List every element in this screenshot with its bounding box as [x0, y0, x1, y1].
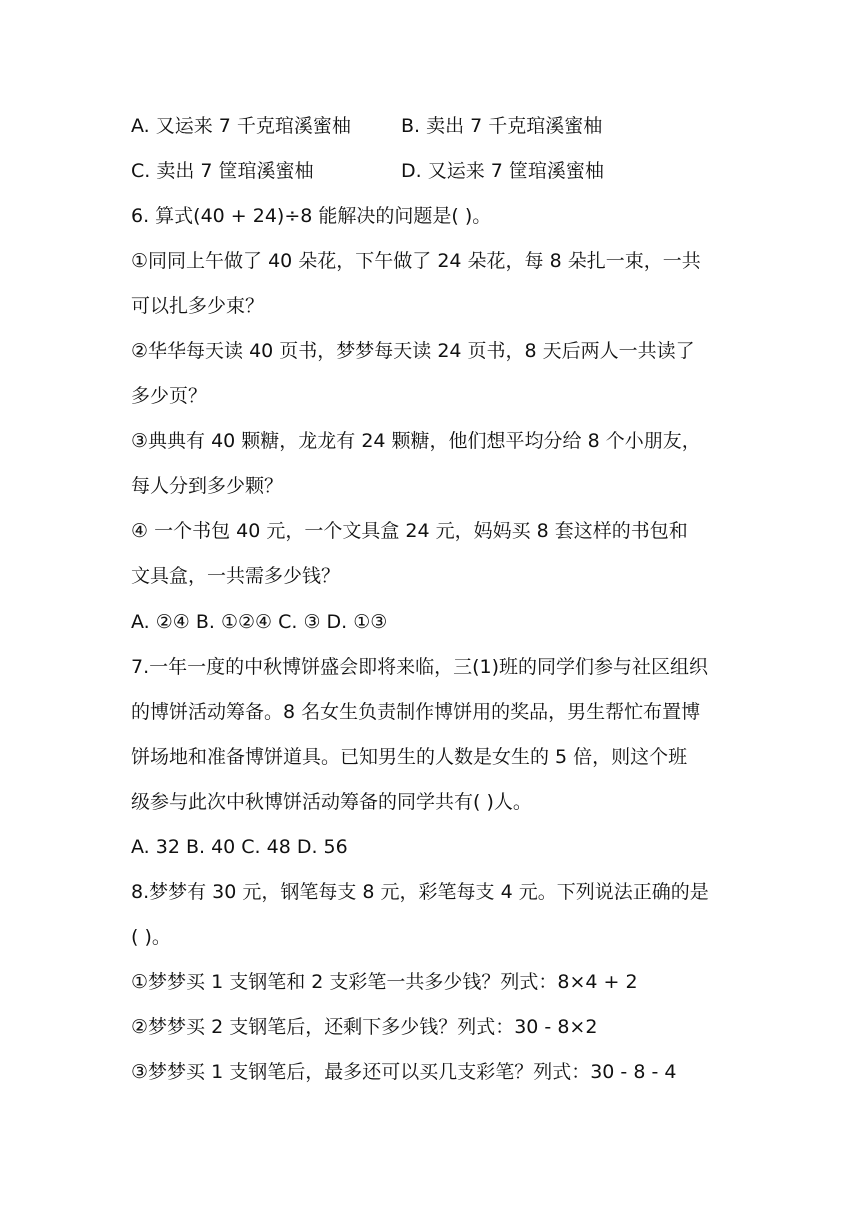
q8-statement-3: ③梦梦买 1 支钢笔后，最多还可以买几支彩笔？列式：30 - 8 - 4 [131, 1061, 677, 1083]
q7-options: A. 32 B. 40 C. 48 D. 56 [131, 836, 348, 858]
q6-statement-2: ②华华每天读 40 页书，梦梦每天读 24 页书，8 天后两人一共读了 [131, 340, 695, 362]
q8-stem-2: ( )。 [131, 926, 171, 948]
q7-stem-4: 级参与此次中秋博饼活动筹备的同学共有( )人。 [131, 791, 532, 813]
q6-statement-2-cont: 多少页？ [131, 385, 208, 407]
q5-option-a: A. 又运来 7 千克琯溪蜜柚 [131, 115, 351, 137]
q6-options: A. ②④ B. ①②④ C. ③ D. ①③ [131, 611, 388, 633]
q5-option-d: D. 又运来 7 筐琯溪蜜柚 [401, 160, 604, 182]
q6-statement-4: ④ 一个书包 40 元，一个文具盒 24 元，妈妈买 8 套这样的书包和 [131, 520, 688, 542]
q7-stem-3: 饼场地和准备博饼道具。已知男生的人数是女生的 5 倍，则这个班 [131, 746, 688, 768]
q7-stem-2: 的博饼活动筹备。8 名女生负责制作博饼用的奖品，男生帮忙布置博 [131, 701, 701, 723]
q5-option-c: C. 卖出 7 筐琯溪蜜柚 [131, 160, 314, 182]
q7-stem-1: 7.一年一度的中秋博饼盛会即将来临，三(1)班的同学们参与社区组织 [131, 656, 709, 678]
q6-statement-3-cont: 每人分到多少颗？ [131, 475, 284, 497]
q6-statement-3: ③典典有 40 颗糖，龙龙有 24 颗糖，他们想平均分给 8 个小朋友， [131, 430, 701, 452]
q6-statement-4-cont: 文具盒，一共需多少钱？ [131, 565, 341, 587]
q5-option-b: B. 卖出 7 千克琯溪蜜柚 [401, 115, 603, 137]
q6-statement-1-cont: 可以扎多少束？ [131, 295, 265, 317]
q8-stem-1: 8.梦梦有 30 元，钢笔每支 8 元，彩笔每支 4 元。下列说法正确的是 [131, 881, 709, 903]
q8-statement-1: ①梦梦买 1 支钢笔和 2 支彩笔一共多少钱？列式：8×4 + 2 [131, 971, 638, 993]
q6-stem: 6. 算式(40 + 24)÷8 能解决的问题是( )。 [131, 205, 492, 227]
q8-statement-2: ②梦梦买 2 支钢笔后，还剩下多少钱？列式：30 - 8×2 [131, 1016, 598, 1038]
q6-statement-1: ①同同上午做了 40 朵花，下午做了 24 朵花，每 8 朵扎一束，一共 [131, 250, 701, 272]
